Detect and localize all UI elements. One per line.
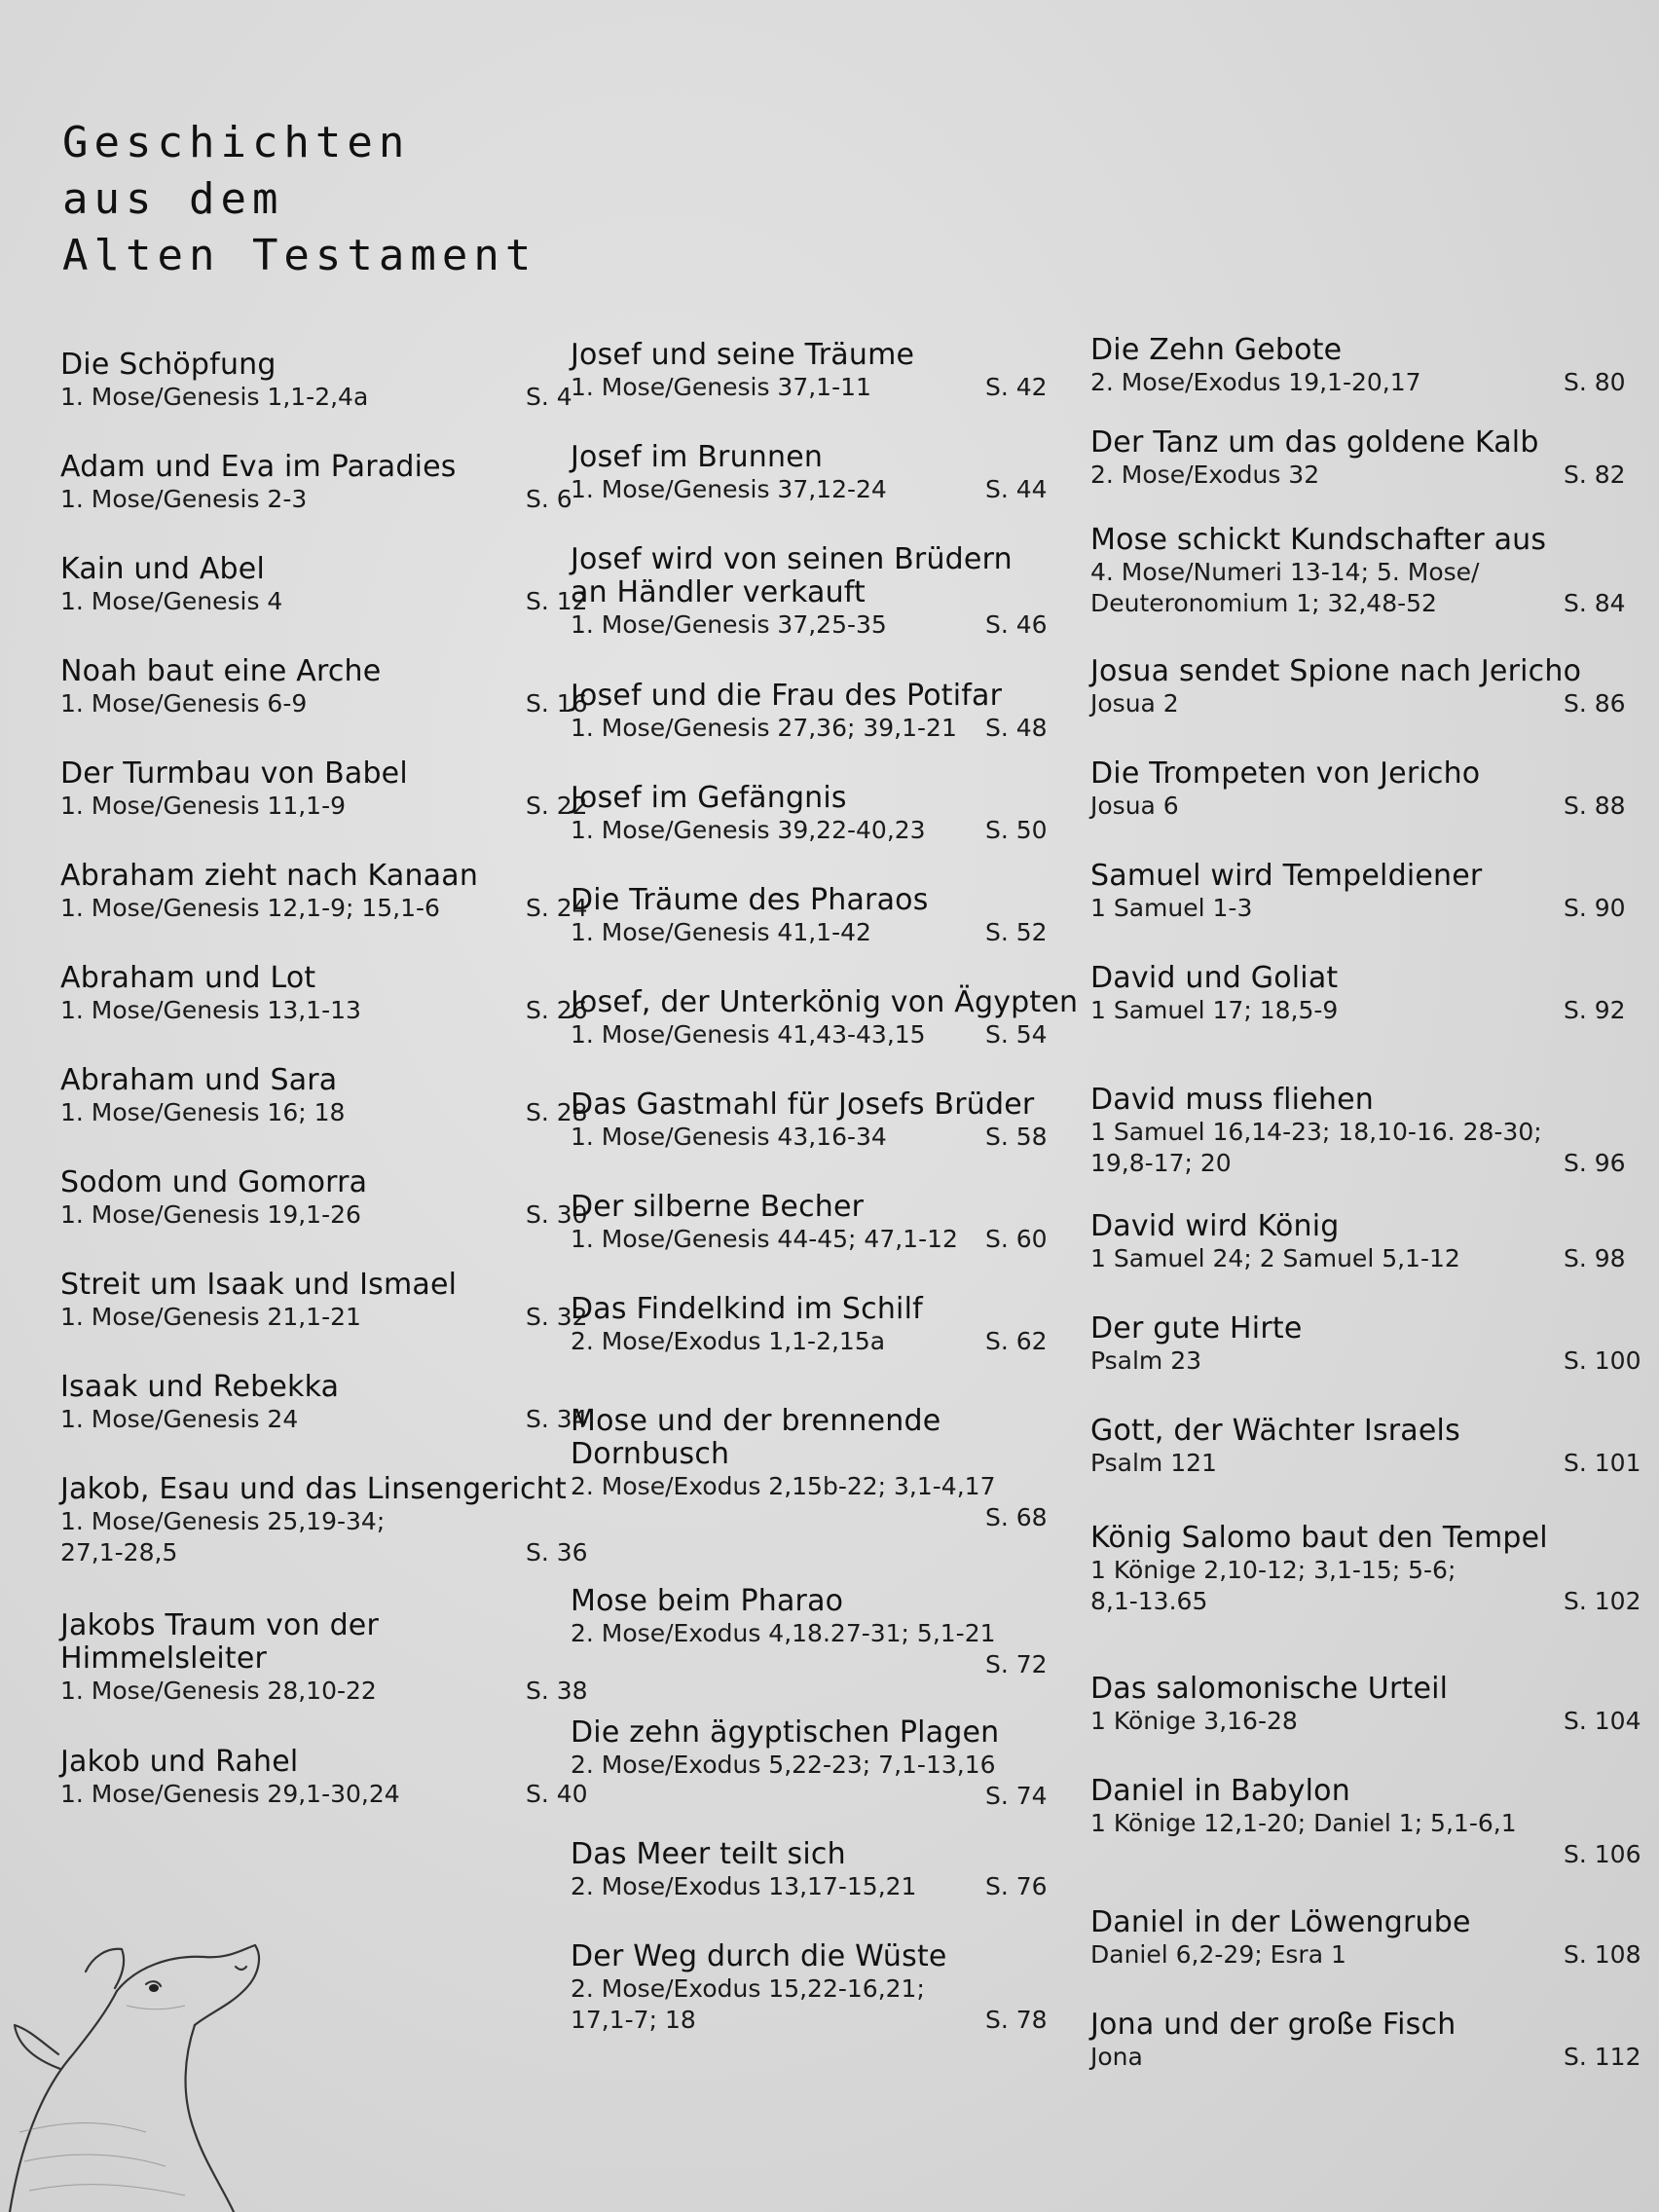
toc-entry-title: Mose schickt Kundschafter aus (1090, 523, 1547, 557)
toc-entry-page: S. 26 (526, 996, 588, 1024)
toc-entry (571, 440, 1048, 505)
toc-entry (1090, 425, 1626, 491)
toc-entry-title: Josef im Gefängnis (571, 781, 847, 815)
toc-entry-reference: 17,1-7; 18 (571, 2006, 696, 2034)
page-title-line-2: aus dem (62, 174, 284, 224)
toc-entry-title: Daniel in der Löwengrube (1090, 1905, 1471, 1939)
toc-entry-reference: 1 Samuel 16,14-23; 18,10-16. 28-30; (1090, 1118, 1542, 1146)
toc-entry (60, 1165, 588, 1231)
toc-entry-page: S. 6 (526, 485, 572, 513)
toc-entry-page: S. 72 (985, 1650, 1048, 1678)
toc-entry (1090, 523, 1626, 619)
toc-entry-reference: 1. Mose/Genesis 41,1-42 (571, 918, 871, 946)
toc-entry-page: S. 100 (1564, 1346, 1641, 1375)
toc-entry (60, 1063, 588, 1128)
toc-entry-page: S. 22 (526, 792, 588, 820)
toc-entry-title: Der Turmbau von Babel (60, 756, 408, 791)
toc-entry-page: S. 4 (526, 383, 572, 411)
toc-entry-title: Das salomonische Urteil (1090, 1672, 1449, 1706)
toc-entry (1090, 1311, 1641, 1377)
toc-entry-page: S. 34 (526, 1405, 588, 1433)
toc-entry-reference: 1. Mose/Genesis 19,1-26 (60, 1200, 361, 1229)
toc-entry-reference: 1 Könige 2,10-12; 3,1-15; 5-6; (1090, 1556, 1456, 1584)
toc-entry (60, 349, 584, 413)
toc-entry-page: S. 104 (1564, 1707, 1641, 1735)
toc-entry-page: S. 38 (526, 1677, 588, 1705)
toc-entry-page: S. 108 (1564, 1940, 1641, 1969)
toc-entry-page: S. 80 (1564, 368, 1626, 396)
toc-entry-title: Adam und Eva im Paradies (60, 450, 457, 484)
toc-entry (1090, 2008, 1641, 2073)
toc-entry-reference: 2. Mose/Exodus 13,17-15,21 (571, 1872, 917, 1900)
toc-entry-page: S. 101 (1564, 1449, 1641, 1477)
toc-entry-reference: 1. Mose/Genesis 25,19-34; (60, 1507, 386, 1535)
toc-entry-page: S. 16 (526, 689, 588, 718)
toc-entry-page: S. 102 (1564, 1587, 1641, 1615)
toc-entry-page: S. 88 (1564, 792, 1626, 820)
toc-entry-title: Josef, der Unterkönig von Ägypten (571, 985, 1079, 1019)
toc-entry-title: Die Trompeten von Jericho (1090, 756, 1481, 791)
toc-entry-page: S. 36 (526, 1538, 588, 1567)
toc-entry-page: S. 30 (526, 1200, 588, 1229)
toc-entry-title: Jakobs Traum von der (60, 1608, 379, 1642)
toc-entry-reference: Josua 6 (1090, 792, 1179, 820)
toc-entry (60, 859, 588, 924)
toc-entry-reference: 1. Mose/Genesis 4 (60, 587, 283, 615)
toc-entry (571, 985, 1079, 1051)
page-title-line-3: Alten Testament (62, 231, 537, 280)
toc-entry (1090, 859, 1626, 924)
toc-entry (571, 338, 1048, 403)
toc-entry (60, 1268, 588, 1333)
toc-entry-reference: 4. Mose/Numeri 13-14; 5. Mose/ (1090, 558, 1480, 586)
toc-entry (60, 961, 588, 1026)
toc-entry-reference: 1. Mose/Genesis 37,12-24 (571, 475, 887, 503)
toc-entry-title: David und Goliat (1090, 961, 1339, 995)
toc-entry (571, 1837, 1048, 1902)
page-title-line-1: Geschichten (62, 118, 411, 167)
toc-entry-title: Jona und der große Fisch (1090, 2008, 1456, 2042)
toc-entry-title: Mose und der brennende (571, 1404, 941, 1438)
toc-entry-reference: 2. Mose/Exodus 4,18.27-31; 5,1-21 (571, 1619, 996, 1647)
toc-entry-reference: Daniel 6,2-29; Esra 1 (1090, 1940, 1346, 1969)
toc-entry (60, 756, 588, 822)
toc-entry-title: David wird König (1090, 1209, 1340, 1243)
toc-entry-page: S. 54 (985, 1020, 1048, 1049)
toc-entry (571, 1292, 1048, 1357)
toc-entry-page: S. 76 (985, 1872, 1048, 1900)
toc-entry-title: Samuel wird Tempeldiener (1090, 859, 1483, 893)
toc-entry-page: S. 68 (985, 1503, 1048, 1531)
toc-entry-page: S. 62 (985, 1327, 1048, 1355)
toc-entry-reference: 1. Mose/Genesis 39,22-40,23 (571, 816, 926, 844)
toc-entry-title: Noah baut eine Arche (60, 654, 382, 688)
toc-entry-page: S. 28 (526, 1098, 588, 1126)
toc-entry-reference: Psalm 23 (1090, 1346, 1202, 1375)
toc-entry-reference: 1 Samuel 24; 2 Samuel 5,1-12 (1090, 1244, 1460, 1272)
toc-entry-title: Himmelsleiter (60, 1641, 268, 1676)
toc-entry-reference: 1. Mose/Genesis 13,1-13 (60, 996, 361, 1024)
toc-entry-title: Dornbusch (571, 1437, 730, 1471)
toc-entry-page: S. 46 (985, 610, 1048, 639)
toc-entry-reference: 1. Mose/Genesis 2-3 (60, 485, 308, 513)
toc-entry-reference: 8,1-13.65 (1090, 1587, 1208, 1615)
toc-entry-page: S. 52 (985, 918, 1048, 946)
toc-entry-page: S. 60 (985, 1225, 1048, 1253)
toc-entry-reference: 19,8-17; 20 (1090, 1149, 1232, 1177)
toc-entry-title: Jakob, Esau und das Linsengericht (60, 1472, 567, 1506)
toc-entry (571, 1584, 1048, 1678)
toc-entry-page: S. 44 (985, 475, 1048, 503)
toc-entry-page: S. 12 (526, 587, 588, 615)
toc-entry-reference: 1. Mose/Genesis 21,1-21 (60, 1303, 361, 1331)
toc-entry-reference: 1. Mose/Genesis 37,1-11 (571, 373, 871, 401)
toc-entry-title: Die zehn ägyptischen Plagen (571, 1715, 1000, 1750)
toc-entry-reference: Jona (1090, 2043, 1143, 2071)
toc-entry (571, 1404, 1048, 1531)
toc-entry (571, 781, 1048, 846)
toc-entry (60, 1472, 588, 1568)
toc-entry (60, 1370, 588, 1435)
toc-entry-reference: Psalm 121 (1090, 1449, 1217, 1477)
toc-entry-title: Der Weg durch die Wüste (571, 1939, 947, 1973)
goat-sketch-icon (0, 1937, 370, 2212)
toc-entry-title: Der Tanz um das goldene Kalb (1090, 425, 1539, 460)
toc-entry-page: S. 96 (1564, 1149, 1626, 1177)
toc-entry-page: S. 92 (1564, 996, 1626, 1024)
toc-entry (60, 451, 584, 515)
toc-entry (571, 1715, 1048, 1810)
toc-entry (571, 542, 1048, 641)
toc-entry-page: S. 78 (985, 2006, 1048, 2034)
toc-entry (571, 679, 1048, 744)
toc-entry (1090, 654, 1626, 719)
toc-entry-title: Daniel in Babylon (1090, 1774, 1350, 1808)
toc-entry-reference: 2. Mose/Exodus 32 (1090, 461, 1320, 489)
toc-entry-page: S. 24 (526, 894, 588, 922)
toc-entry-title: Kain und Abel (60, 552, 265, 586)
toc-entry (1090, 1521, 1641, 1617)
toc-entry (571, 1190, 1048, 1255)
toc-entry (60, 1745, 588, 1810)
toc-entry-title: Die Zehn Gebote (1090, 333, 1343, 367)
toc-entry-page: S. 42 (985, 373, 1048, 401)
toc-entry (1090, 756, 1626, 822)
toc-entry-reference: 1. Mose/Genesis 12,1-9; 15,1-6 (60, 894, 440, 922)
toc-entry-title: König Salomo baut den Tempel (1090, 1521, 1548, 1555)
toc-entry-title: an Händler verkauft (571, 575, 866, 609)
toc-entry-title: Abraham zieht nach Kanaan (60, 859, 479, 893)
toc-entry-title: Jakob und Rahel (60, 1745, 299, 1779)
toc-entry-title: Josef wird von seinen Brüdern (571, 542, 1013, 576)
toc-entry-page: S. 106 (1564, 1840, 1641, 1868)
toc-entry-reference: 27,1-28,5 (60, 1538, 178, 1567)
toc-entry-title: Gott, der Wächter Israels (1090, 1414, 1460, 1448)
toc-entry-reference: 2. Mose/Exodus 15,22-16,21; (571, 1974, 925, 2003)
toc-entry-page: S. 90 (1564, 894, 1626, 922)
toc-entry-reference: 1. Mose/Genesis 24 (60, 1405, 299, 1433)
toc-entry-page: S. 82 (1564, 461, 1626, 489)
toc-entry-page: S. 50 (985, 816, 1048, 844)
toc-entry-title: Streit um Isaak und Ismael (60, 1268, 458, 1302)
toc-entry (60, 552, 588, 617)
toc-entry-title: David muss fliehen (1090, 1083, 1374, 1117)
toc-entry (60, 654, 588, 719)
toc-entry-reference: 1 Samuel 17; 18,5-9 (1090, 996, 1339, 1024)
toc-entry-reference: Josua 2 (1090, 689, 1179, 718)
toc-entry (1090, 961, 1626, 1026)
toc-entry-page: S. 112 (1564, 2043, 1641, 2071)
toc-entry-page: S. 98 (1564, 1244, 1626, 1272)
toc-entry-reference: 1 Könige 3,16-28 (1090, 1707, 1298, 1735)
toc-entry (571, 1939, 1048, 2036)
toc-entry-reference: 1. Mose/Genesis 28,10-22 (60, 1677, 377, 1705)
toc-entry-title: Die Träume des Pharaos (571, 883, 929, 917)
toc-entry-title: Das Gastmahl für Josefs Brüder (571, 1088, 1035, 1122)
toc-entry-title: Abraham und Sara (60, 1063, 338, 1097)
toc-entry-title: Der gute Hirte (1090, 1311, 1303, 1346)
toc-entry-reference: 1 Könige 12,1-20; Daniel 1; 5,1-6,1 (1090, 1809, 1517, 1837)
toc-entry-title: Das Meer teilt sich (571, 1837, 846, 1871)
toc-entry-reference: 1. Mose/Genesis 43,16-34 (571, 1123, 887, 1151)
toc-entry (571, 883, 1048, 948)
toc-entry-reference: 1. Mose/Genesis 6-9 (60, 689, 308, 718)
toc-entry-title: Das Findelkind im Schilf (571, 1292, 923, 1326)
toc-entry-reference: 2. Mose/Exodus 2,15b-22; 3,1-4,17 (571, 1472, 996, 1500)
toc-entry (1090, 333, 1626, 398)
toc-entry-title: Josef und die Frau des Potifar (571, 679, 1003, 713)
toc-entry-reference: 1. Mose/Genesis 29,1-30,24 (60, 1780, 400, 1808)
toc-entry-page: S. 74 (985, 1782, 1048, 1810)
toc-entry-title: Isaak und Rebekka (60, 1370, 340, 1404)
toc-entry-title: Die Schöpfung (60, 348, 276, 382)
toc-entry-reference: 1. Mose/Genesis 11,1-9 (60, 792, 347, 820)
toc-entry (1090, 1774, 1641, 1868)
toc-entry (1090, 1905, 1641, 1971)
toc-entry-reference: 2. Mose/Exodus 5,22-23; 7,1-13,16 (571, 1751, 996, 1779)
toc-entry-page: S. 86 (1564, 689, 1626, 718)
toc-entry-reference: 2. Mose/Exodus 1,1-2,15a (571, 1327, 886, 1355)
toc-entry-title: Der silberne Becher (571, 1190, 865, 1224)
toc-entry-reference: 1. Mose/Genesis 37,25-35 (571, 610, 887, 639)
toc-entry-title: Mose beim Pharao (571, 1584, 844, 1618)
toc-entry (1090, 1414, 1641, 1479)
toc-entry-title: Josua sendet Spione nach Jericho (1090, 654, 1582, 688)
toc-entry-title: Josef im Brunnen (571, 440, 824, 474)
page-title (62, 115, 536, 284)
toc-entry-reference: 2. Mose/Exodus 19,1-20,17 (1090, 368, 1421, 396)
toc-entry (60, 1608, 588, 1707)
toc-entry-title: Sodom und Gomorra (60, 1165, 368, 1199)
toc-entry-title: Josef und seine Träume (571, 338, 915, 372)
toc-entry-reference: 1 Samuel 1-3 (1090, 894, 1253, 922)
toc-entry-page: S. 84 (1564, 589, 1626, 617)
toc-entry (1090, 1209, 1626, 1274)
toc-entry-reference: 1. Mose/Genesis 44-45; 47,1-12 (571, 1225, 958, 1253)
toc-entry-reference: 1. Mose/Genesis 27,36; 39,1-21 (571, 714, 957, 742)
toc-entry (571, 1088, 1048, 1153)
toc-entry (1090, 1083, 1626, 1179)
toc-entry-reference: Deuteronomium 1; 32,48-52 (1090, 589, 1437, 617)
toc-entry-reference: 1. Mose/Genesis 1,1-2,4a (60, 383, 369, 411)
toc-entry-page: S. 58 (985, 1123, 1048, 1151)
toc-entry-reference: 1. Mose/Genesis 16; 18 (60, 1098, 346, 1126)
toc-entry (1090, 1672, 1641, 1737)
toc-entry-page: S. 48 (985, 714, 1048, 742)
toc-entry-reference: 1. Mose/Genesis 41,43-43,15 (571, 1020, 926, 1049)
toc-entry-page: S. 32 (526, 1303, 588, 1331)
toc-entry-title: Abraham und Lot (60, 961, 316, 995)
toc-entry-page: S. 40 (526, 1780, 588, 1808)
